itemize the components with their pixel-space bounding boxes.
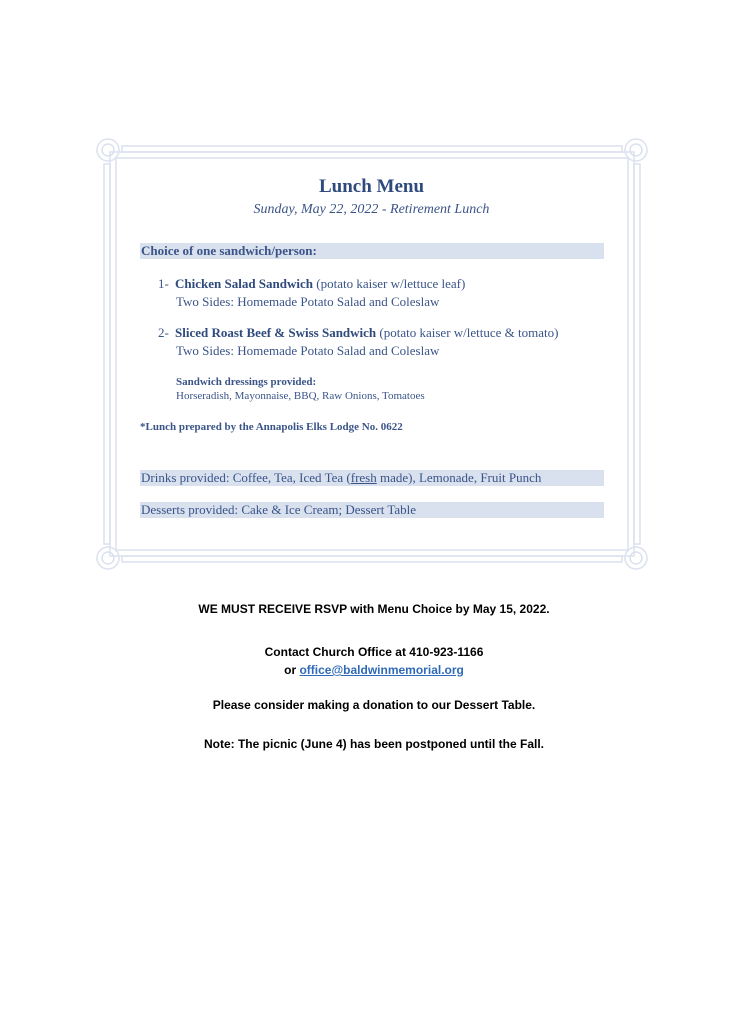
drinks-text-before: Drinks provided: Coffee, Tea, Iced Tea ( (141, 470, 351, 485)
contact-info (0, 643, 748, 679)
item-detail: (potato kaiser w/lettuce leaf) (313, 276, 466, 291)
menu-header (140, 176, 603, 218)
item-sides: Two Sides: Homemade Potato Salad and Coleslaw (176, 294, 440, 309)
menu-item-chicken-salad (158, 276, 465, 310)
drinks-band (140, 470, 604, 486)
prepared-by-note: *Lunch prepared by the Annapolis Elks Lodge No. 0622 (140, 421, 403, 433)
dressings-section (176, 376, 425, 402)
menu-title: Lunch Menu (318, 176, 425, 197)
donation-note: Please consider making a donation to our Dessert Table. (212, 698, 536, 712)
drinks-fresh-word: fresh (350, 470, 377, 485)
email-link[interactable]: office@baldwinmemorial.org (299, 663, 464, 677)
menu-item-roast-beef (158, 325, 558, 359)
menu-subtitle: Sunday, May 22, 2022 - Retirement Lunch (253, 202, 490, 217)
picnic-note: Note: The picnic (June 4) has been postponed until the Fall. (203, 737, 545, 751)
item-sides: Two Sides: Homemade Potato Salad and Coleslaw (176, 343, 440, 358)
dressings-list: Horseradish, Mayonnaise, BBQ, Raw Onions, Tomatoes (176, 390, 425, 402)
rsvp-deadline: WE MUST RECEIVE RSVP with Menu Choice by May 15, 2022. (198, 602, 550, 616)
desserts-band: Desserts provided: Cake & Ice Cream; Dessert Table (140, 502, 604, 518)
item-number: 1- (158, 276, 169, 291)
contact-email-line (0, 661, 748, 679)
item-number: 2- (158, 325, 169, 340)
dressings-header: Sandwich dressings provided: (176, 376, 317, 388)
contact-phone-line: Contact Church Office at 410-923-1166 (264, 645, 484, 659)
or-prefix: or (284, 663, 300, 677)
item-name: Sliced Roast Beef & Swiss Sandwich (175, 325, 377, 340)
drinks-text-after: made), Lemonade, Fruit Punch (376, 470, 542, 485)
choice-header: Choice of one sandwich/person: (140, 243, 604, 259)
item-name: Chicken Salad Sandwich (175, 276, 313, 291)
item-detail: (potato kaiser w/lettuce & tomato) (376, 325, 559, 340)
